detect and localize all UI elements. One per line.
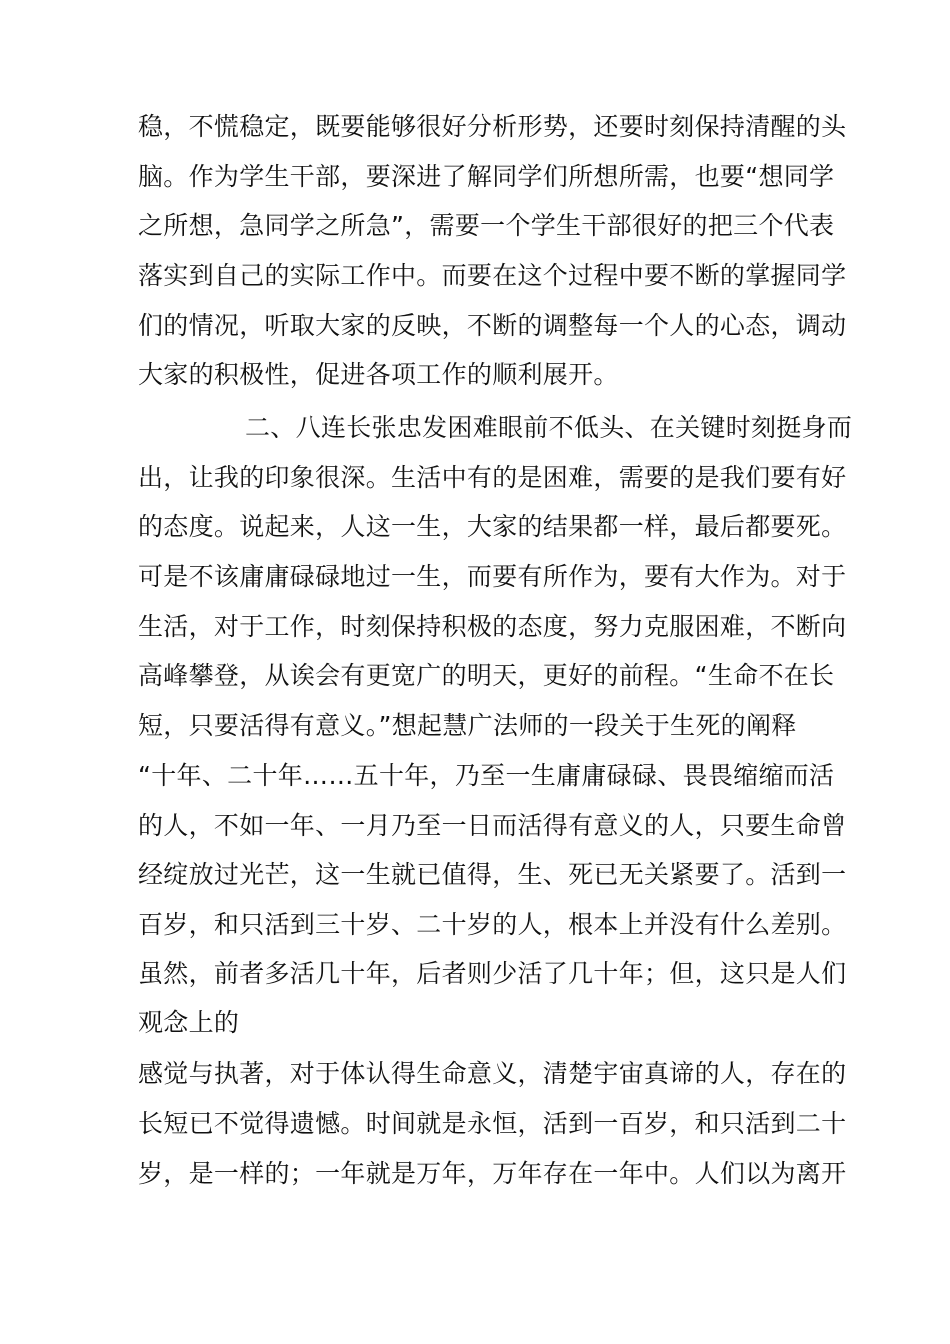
text-line: 虽然，前者多活几十年，后者则少活了几十年；但，这只是人们 [138, 959, 847, 988]
text-line: 短，只要活得有意义。”想起慧广法师的一段关于生死的阐释 [138, 711, 797, 740]
text-line: 经绽放过光芒，这一生就已值得，生、死已无关紧要了。活到一 [138, 860, 847, 889]
text-line: 长短已不觉得遗憾。时间就是永恒，活到一百岁，和只活到二十 [138, 1109, 847, 1138]
text-line: 岁，是一样的；一年就是万年，万年存在一年中。人们以为离开 [138, 1159, 847, 1188]
text-line: 稳，不慌稳定，既要能够很好分析形势，还要时刻保持清醒的头 [138, 112, 847, 141]
text-line: 之所想，急同学之所急”，需要一个学生干部很好的把三个代表 [138, 211, 835, 240]
text-line: 高峰攀登，从诶会有更宽广的明天，更好的前程。“生命不在长 [138, 661, 835, 690]
text-line: 的人，不如一年、一月乃至一日而活得有意义的人，只要生命曾 [138, 811, 847, 840]
text-line: 的态度。说起来，人这一生，大家的结果都一样，最后都要死。 [138, 512, 847, 541]
text-line: 大家的积极性，促进各项工作的顺利展开。 [138, 360, 619, 389]
text-line: 脑。作为学生干部，要深进了解同学们所想所需，也要“想同学 [138, 162, 835, 191]
text-line: 生活，对于工作，时刻保持积极的态度，努力克服困难，不断向 [138, 612, 847, 641]
text-line: 百岁，和只活到三十岁、二十岁的人，根本上并没有什么差别。 [138, 910, 847, 939]
text-line: 们的情况，听取大家的反映，不断的调整每一个人的心态，调动 [138, 311, 847, 340]
text-line: 可是不该庸庸碌碌地过一生，而要有所作为，要有大作为。对于 [138, 562, 847, 591]
text-line: 感觉与执著，对于体认得生命意义，清楚宇宙真谛的人，存在的 [138, 1059, 847, 1088]
paragraph-heading-line: 二、八连长张忠发困难眼前不低头、在关键时刻挺身而 [245, 413, 853, 442]
text-line: 出，让我的印象很深。生活中有的是困难，需要的是我们要有好 [138, 463, 847, 492]
text-line: 落实到自己的实际工作中。而要在这个过程中要不断的掌握同学 [138, 261, 847, 290]
text-line: “十年、二十年……五十年，乃至一生庸庸碌碌、畏畏缩缩而活 [138, 761, 835, 790]
text-line: 观念上的 [138, 1008, 240, 1037]
